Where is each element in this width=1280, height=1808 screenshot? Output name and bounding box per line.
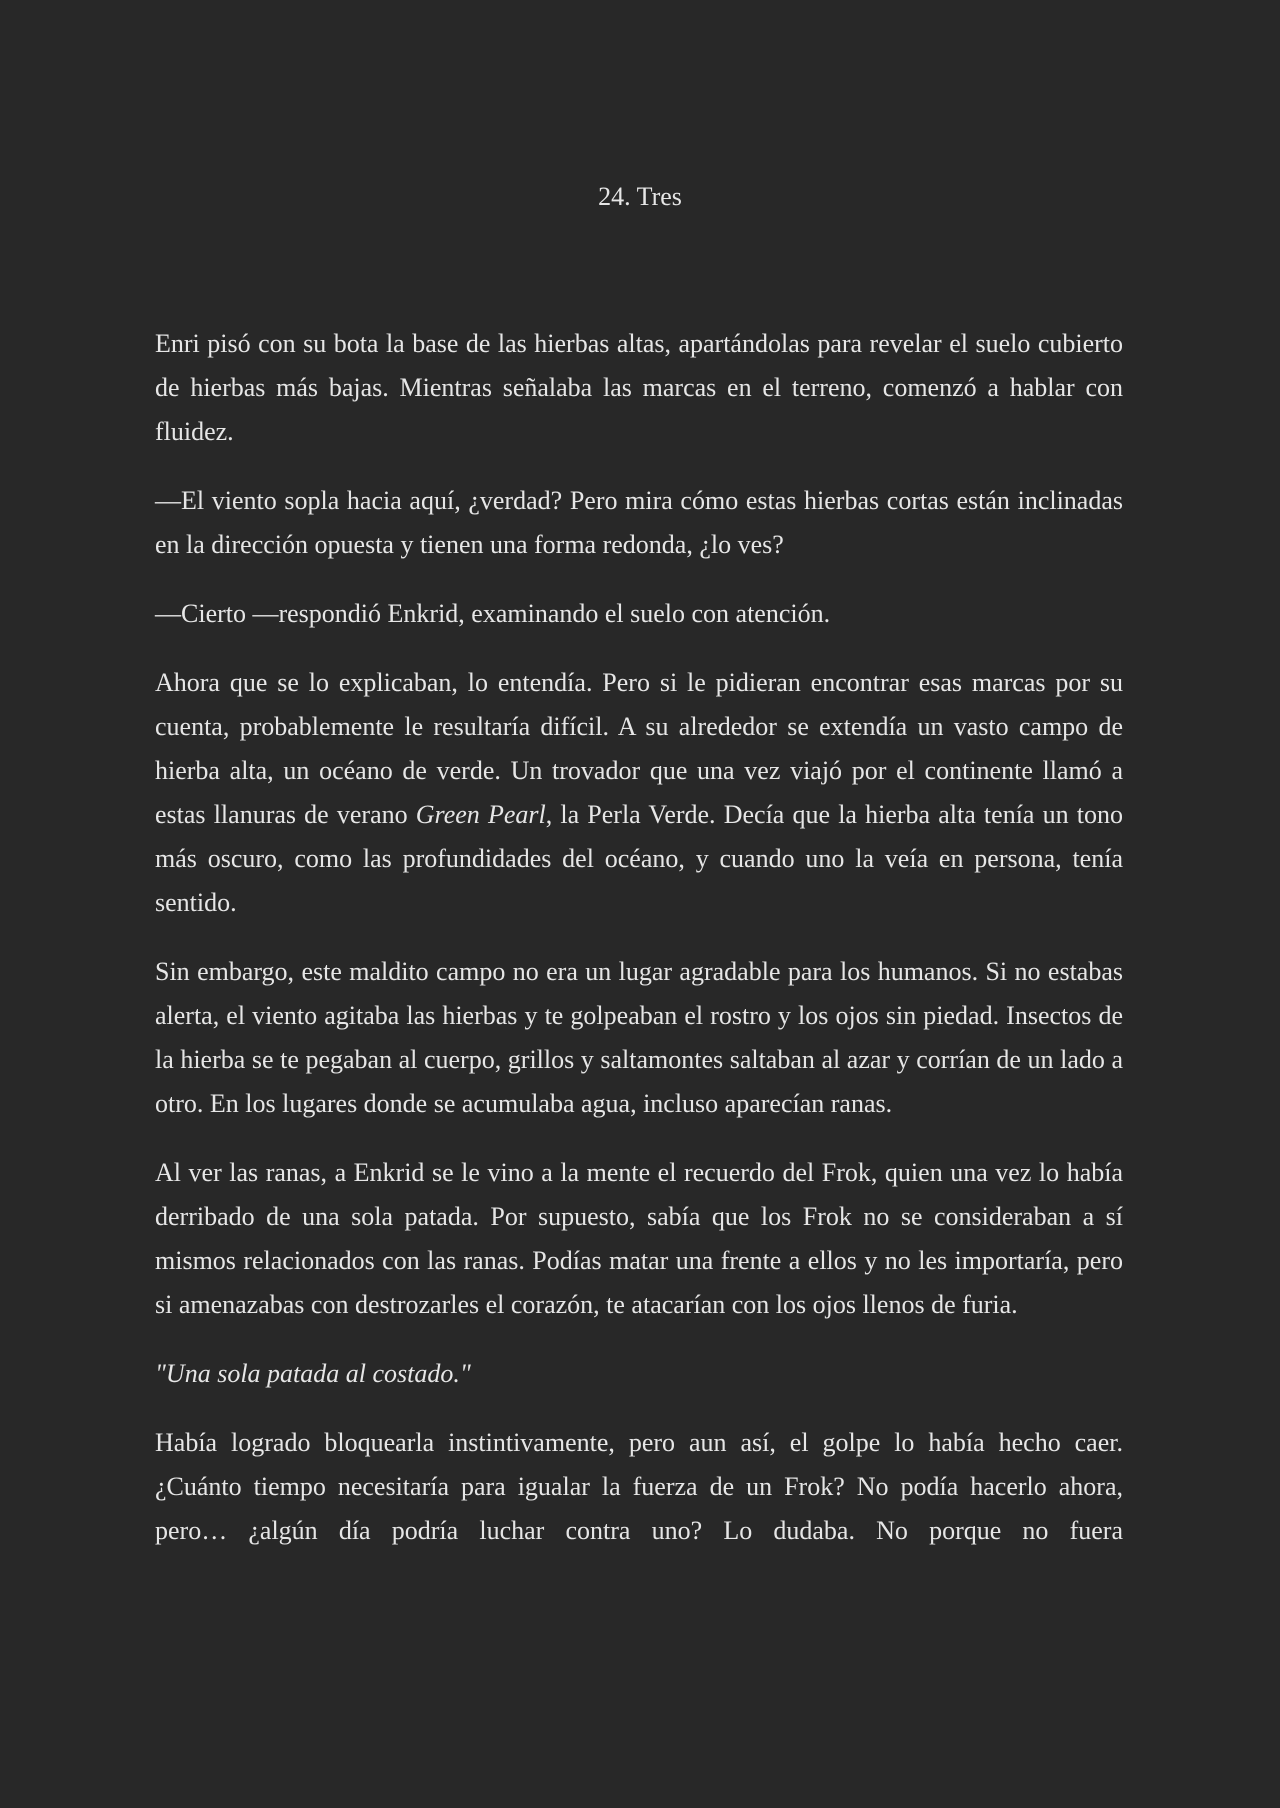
paragraph-5: Sin embargo, este maldito campo no era un lugar agradable para los humanos. Si no estabas alerta, el viento agitaba las hierbas y te golpeaban el rostro y los ojos sin piedad. Insectos de la hierba se te pegaban al cuerpo, grillos y saltamontes saltaban al azar y corrían de un lado a otro. En los lugares donde se acumulaba agua, incluso aparecían ranas. [155,957,1123,1118]
chapter-body [155,322,1123,1578]
paragraph-1: Enri pisó con su bota la base de las hierbas altas, apartándolas para revelar el suelo cubierto de hierbas más bajas. Mientras señalaba las marcas en el terreno, comenzó a hablar con fluidez. [155,329,1123,446]
paragraph-4-text-before: Ahora que se lo explicaban, lo entendía. Pero si le pidieran encontrar esas marcas por su cuenta, probablemente le resultaría difícil. A su alrededor se extendía un vasto campo de hierba alta, un océano de verde. Un trovador que una vez viajó por el continente llamó a estas llanuras de verano [155,668,1123,829]
paragraph-6: Al ver las ranas, a Enkrid se le vino a la mente el recuerdo del Frok, quien una vez lo había derribado de una sola patada. Por supuesto, sabía que los Frok no se consideraban a sí mismos relacionados con las ranas. Podías matar una frente a ellos y no les importaría, pero si amenazabas con destrozarles el corazón, te atacarían con los ojos llenos de furia. [155,1158,1123,1319]
paragraph-4-emphasis: Green Pearl [415,800,546,829]
paragraph-3: —Cierto —respondió Enkrid, examinando el suelo con atención. [155,599,831,628]
italic-quote-text: "Una sola patada al costado." [155,1359,471,1388]
paragraph-7-italic-quote [155,1352,1123,1396]
paragraph-2: —El viento sopla hacia aquí, ¿verdad? Pero mira cómo estas hierbas cortas están inclinadas en la dirección opuesta y tienen una forma redonda, ¿lo ves? [155,486,1123,559]
paragraph-4 [155,661,1123,925]
paragraph-4-text-after: , la Perla Verde. Decía que la hierba alta tenía un tono más oscuro, como las profundidades del océano, y cuando uno la veía en persona, tenía sentido. [155,800,1124,917]
paragraph-8: Había logrado bloquearla instintivamente, pero aun así, el golpe lo había hecho caer. ¿Cuánto tiempo necesitaría para igualar la fuerza de un Frok? No podía hacerlo ahora, pero… ¿algún día podría luchar contra uno? Lo dudaba. No porque no fuera [155,1428,1123,1545]
chapter-title: 24. Tres [598,182,682,211]
